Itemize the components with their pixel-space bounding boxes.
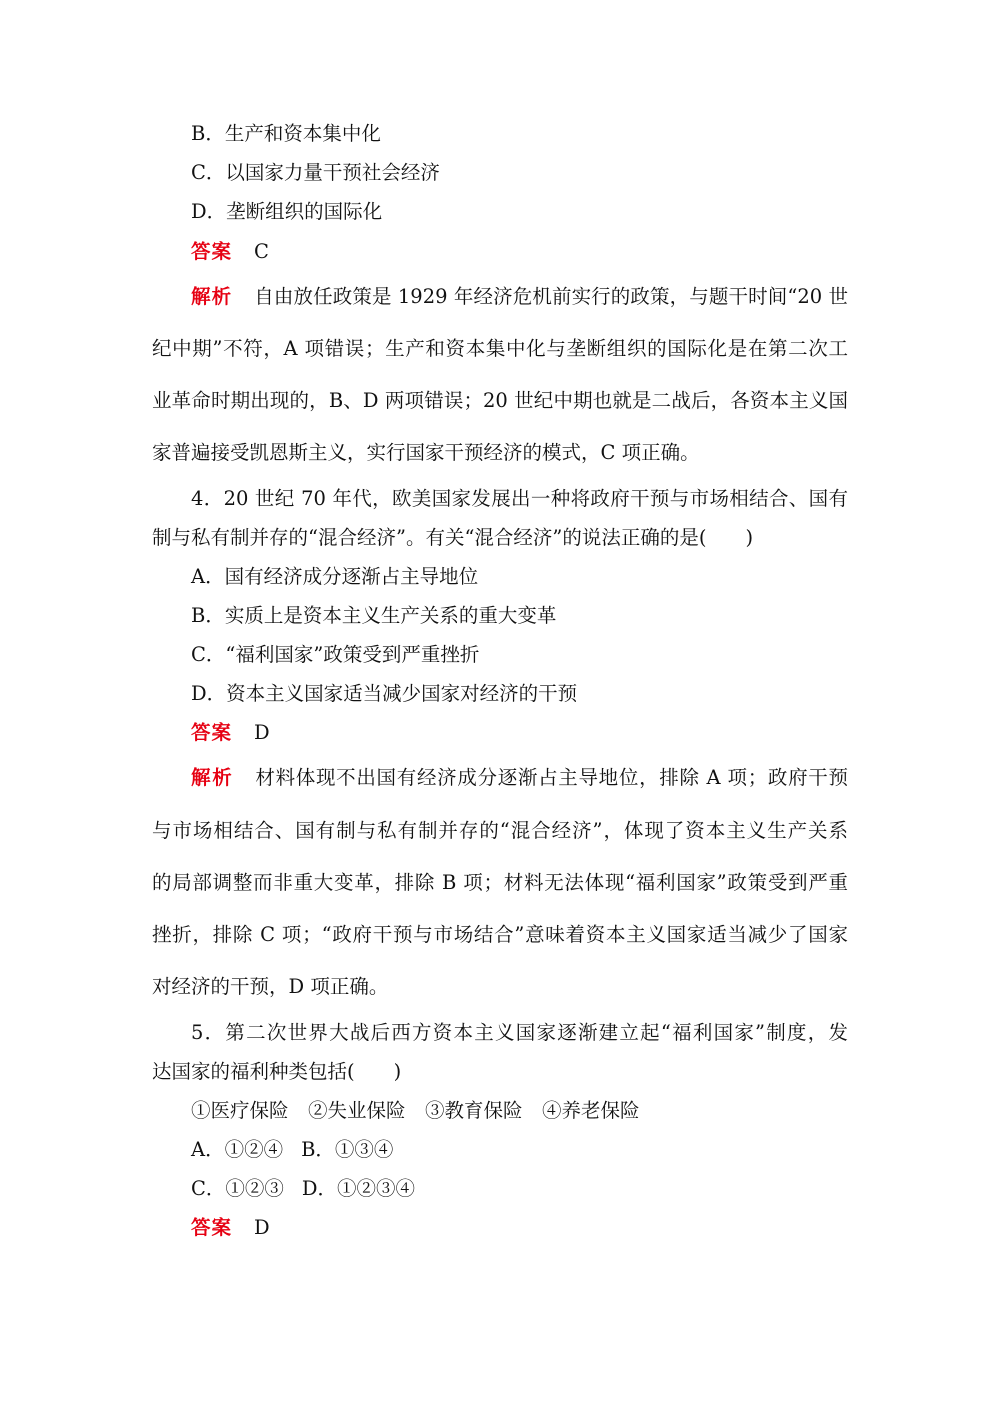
q3-analysis-line-4: 家普遍接受凯恩斯主义，实行国家干预经济的模式，C 项正确。 <box>152 441 700 464</box>
q3-answer <box>191 239 269 265</box>
q4-analysis-text-1: 材料体现不出国有经济成分逐渐占主导地位，排除 A 项；政府干预 <box>255 766 848 789</box>
q5-answer <box>191 1215 270 1241</box>
q4-analysis-line-1 <box>191 765 848 791</box>
q5-option-d: D．①②③④ <box>301 1177 416 1200</box>
q4-analysis-line-2: 与市场相结合、国有制与私有制并存的“混合经济”，体现了资本主义生产关系 <box>152 819 848 842</box>
q4-option-a: A．国有经济成分逐渐占主导地位 <box>191 565 479 588</box>
q3-option-d: D．垄断组织的国际化 <box>191 200 383 223</box>
q4-analysis-line-3: 的局部调整而非重大变革，排除 B 项；材料无法体现“福利国家”政策受到严重 <box>152 871 848 894</box>
q4-stem-line-2: 制与私有制并存的“混合经济”。有关“混合经济”的说法正确的是( ) <box>152 526 754 549</box>
q4-option-c: C．“福利国家”政策受到严重挫折 <box>191 643 480 666</box>
q5-stem-line-1: 5．第二次世界大战后西方资本主义国家逐渐建立起“福利国家”制度，发 <box>191 1021 848 1044</box>
q4-answer-value: D <box>254 721 270 744</box>
q5-options-row-1 <box>191 1137 393 1163</box>
q3-option-b: B．生产和资本集中化 <box>191 122 381 145</box>
q3-answer-value: C <box>254 240 269 263</box>
q3-analysis-line-2: 纪中期”不符，A 项错误；生产和资本集中化与垄断组织的国际化是在第二次工 <box>152 337 848 360</box>
q3-answer-label: 答案 <box>191 240 233 263</box>
q4-answer <box>191 720 270 746</box>
q5-items: ①医疗保险 ②失业保险 ③教育保险 ④养老保险 <box>191 1099 640 1122</box>
q5-answer-label: 答案 <box>191 1216 233 1239</box>
q5-option-b: B．①③④ <box>301 1138 394 1161</box>
q3-analysis-label: 解析 <box>191 285 233 308</box>
q4-analysis-label: 解析 <box>191 766 234 789</box>
q4-stem-line-1: 4．20 世纪 70 年代，欧美国家发展出一种将政府干预与市场相结合、国有 <box>191 487 848 510</box>
q5-option-a: A．①②④ <box>191 1138 284 1161</box>
q5-stem-line-2: 达国家的福利种类包括( ) <box>152 1060 402 1083</box>
q4-analysis-line-5: 对经济的干预，D 项正确。 <box>152 975 389 998</box>
q4-option-d: D．资本主义国家适当减少国家对经济的干预 <box>191 682 578 705</box>
q5-answer-value: D <box>254 1216 270 1239</box>
q5-option-c: C．①②③ <box>191 1177 284 1200</box>
q5-options-row-2 <box>191 1176 415 1202</box>
q4-option-b: B．实质上是资本主义生产关系的重大变革 <box>191 604 557 627</box>
q3-option-c: C．以国家力量干预社会经济 <box>191 161 440 184</box>
q4-answer-label: 答案 <box>191 721 233 744</box>
q3-analysis-line-1 <box>191 284 848 310</box>
q4-analysis-line-4: 挫折，排除 C 项；“政府干预与市场结合”意味着资本主义国家适当减少了国家 <box>152 923 848 946</box>
q3-analysis-line-3: 业革命时期出现的，B、D 两项错误；20 世纪中期也就是二战后，各资本主义国 <box>152 389 848 412</box>
q3-analysis-text-1: 自由放任政策是 1929 年经济危机前实行的政策，与题干时间“20 世 <box>254 285 848 308</box>
